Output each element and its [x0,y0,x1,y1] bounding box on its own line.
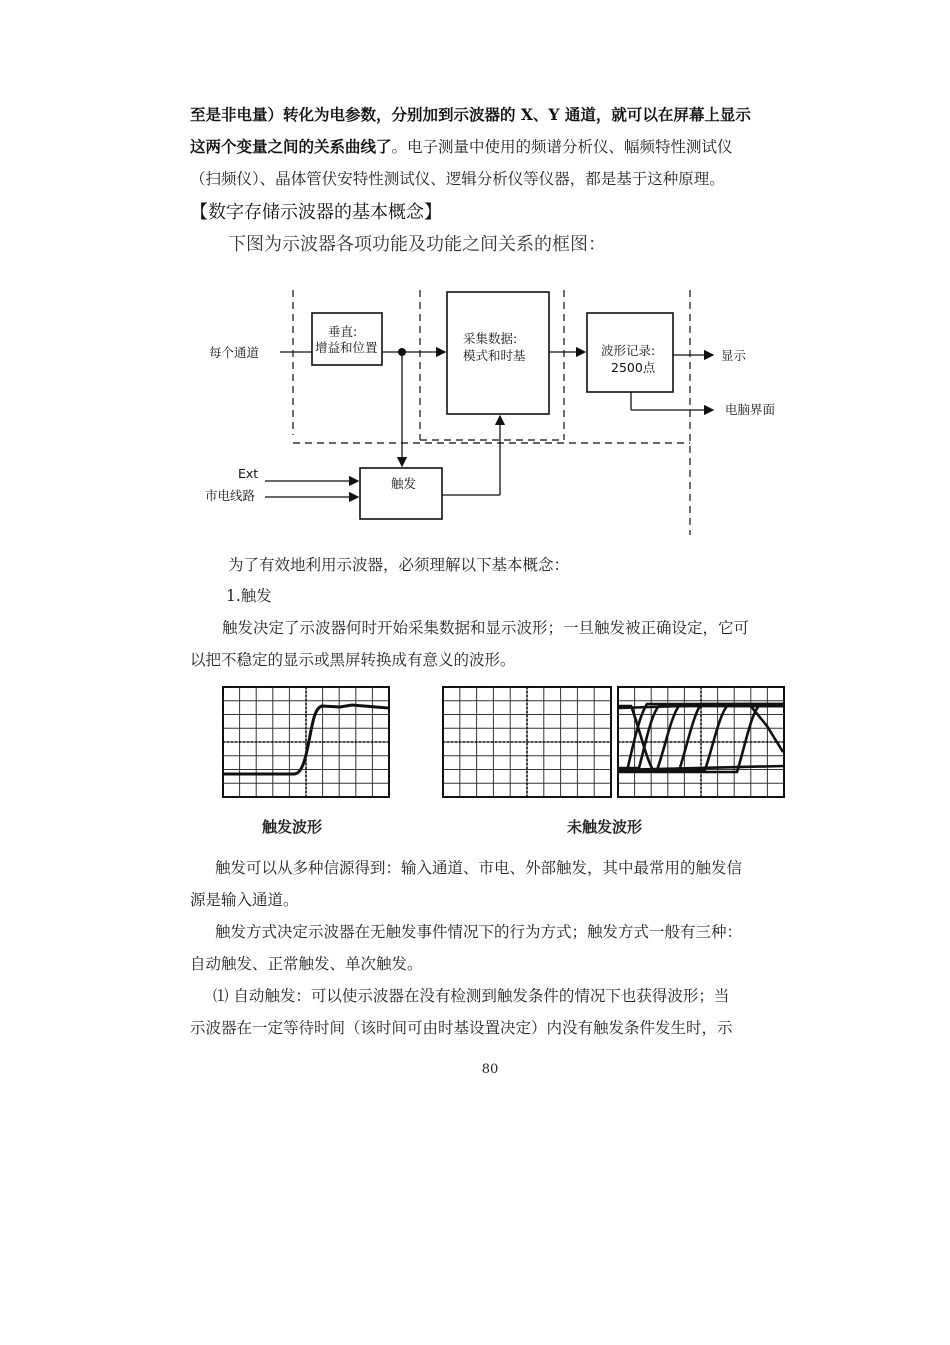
diagram-intro: 下图为示波器各项功能及功能之间关系的框图： [228,234,606,255]
label-ext: Ext [238,466,259,481]
label-input-channel: 每个通道 [209,345,260,360]
concepts-intro: 为了有效地利用示波器，必须理解以下基本概念： [228,556,570,574]
label-mains: 市电线路 [205,488,256,503]
caption-triggered: 触发波形 [262,818,323,836]
trigger-desc-line2: 以把不稳定的显示或黑屏转换成有意义的波形。 [190,651,516,669]
page-number: 80 [481,1062,499,1077]
source-line2: 源是输入通道。 [190,891,299,909]
vertical-block [312,313,382,365]
para-top-bold: 这两个变量之间的关系曲线了 [190,137,392,156]
junction-dot [398,348,406,356]
label-trigger: 触发 [391,476,417,491]
label-display: 显示 [721,348,747,363]
caption-untriggered: 未触发波形 [567,818,643,836]
para-top-line3: （扫频仪）、晶体管伏安特性测试仪、逻辑分析仪等仪器，都是基于这种原理。 [190,170,725,188]
mode-line2: 自动触发、正常触发、单次触发。 [190,955,423,973]
triggered-scope-screen [222,686,390,798]
oscilloscope-block-diagram [195,285,795,540]
trigger-desc-line1: 触发决定了示波器何时开始采集数据和显示波形；一旦触发被正确设定，它可 [222,619,750,637]
label-pc-interface: 电脑界面 [725,402,776,417]
para-top-rest: 。电子测量中使用的频谱分析仪、幅频特性测试仪 [391,138,733,156]
untriggered-scope-blank [442,686,612,798]
label-record-2: 2500点 [611,360,656,375]
item-trigger-heading: 1.触发 [226,587,272,605]
mode-line1: 触发方式决定示波器在无触发事件情况下的行为方式；触发方式一般有三种： [215,923,743,941]
section-heading: 【数字存储示波器的基本概念】 [190,202,442,223]
para-top-line2 [190,131,802,163]
label-vertical-1: 垂直: [328,324,358,339]
auto-line1: ⑴ 自动触发：可以使示波器在没有检测到触发条件的情况下也获得波形；当 [213,987,730,1005]
untriggered-scope-traces [617,686,785,798]
para-top-line1: 至是非电量）转化为电参数，分别加到示波器的 X、Y 通道，就可以在屏幕上显示 [190,105,751,124]
auto-line2: 示波器在一定等待时间（该时间可由时基设置决定）内没有触发条件发生时，示 [190,1019,733,1037]
label-record-1: 波形记录: [601,343,656,358]
label-acq-2: 模式和时基 [463,348,526,363]
source-line1: 触发可以从多种信源得到：输入通道、市电、外部触发，其中最常用的触发信 [215,859,743,877]
label-acq-1: 采集数据: [463,331,518,346]
label-vertical-2: 增益和位置 [315,340,378,355]
